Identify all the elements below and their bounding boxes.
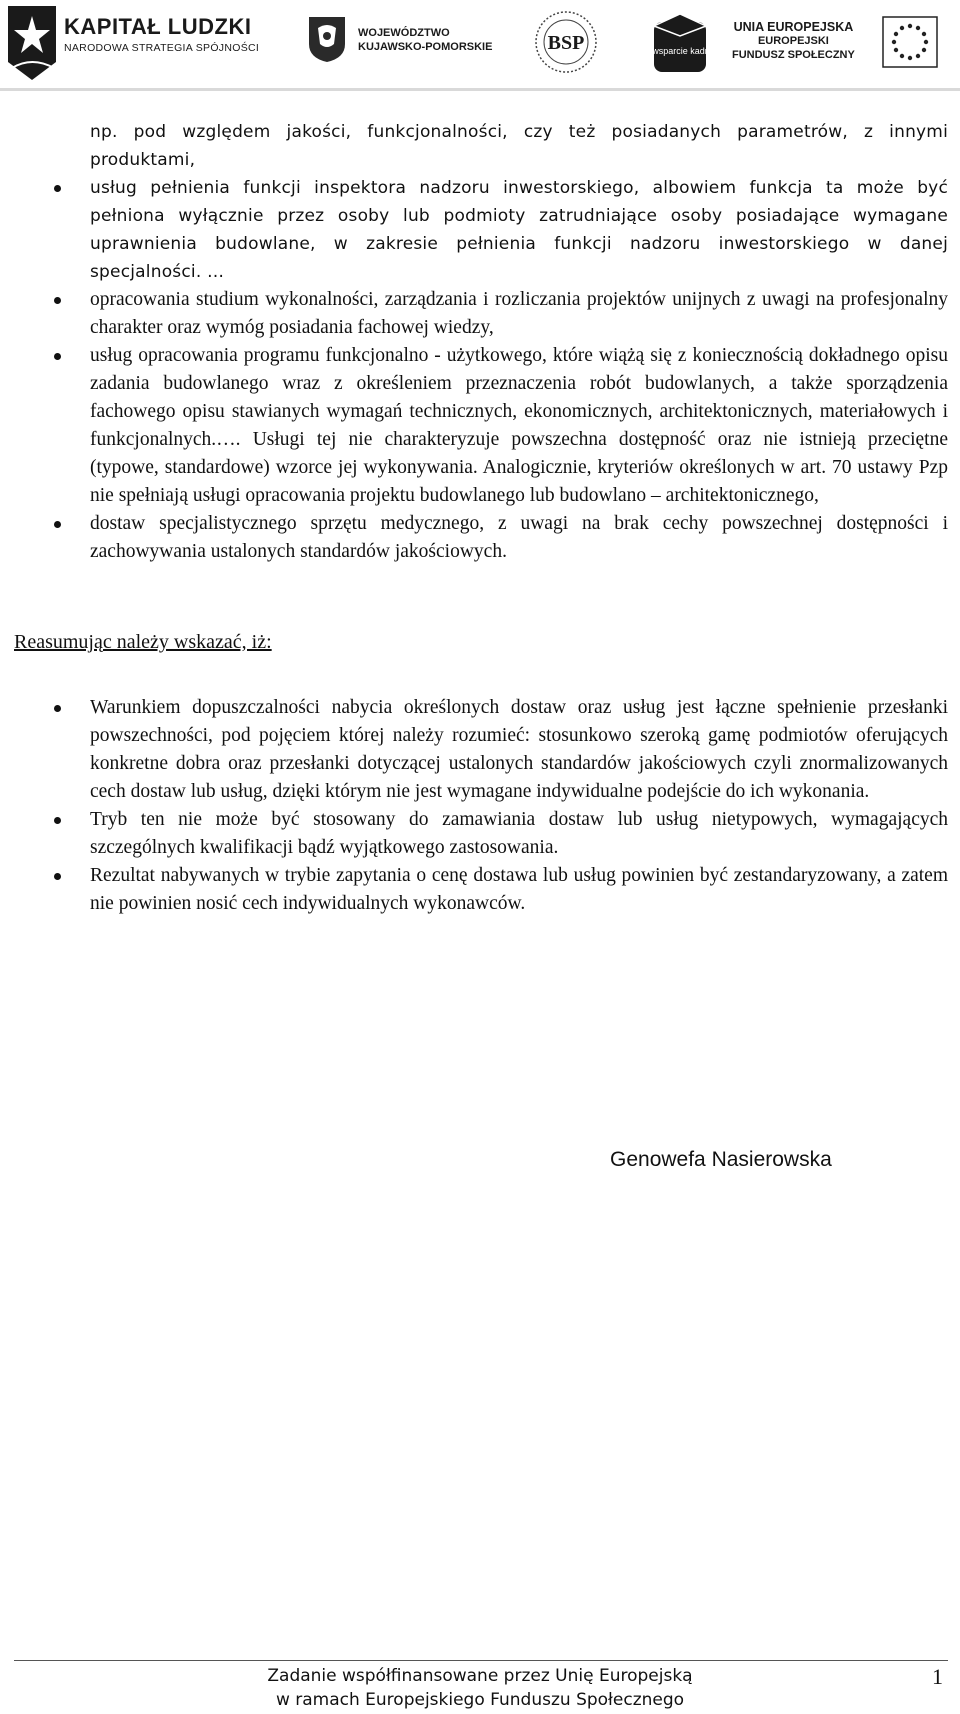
bullet-icon (54, 817, 61, 824)
page-number: 1 (932, 1664, 943, 1689)
kapital-ludzki-wordmark (64, 14, 259, 54)
summary-heading: Reasumując należy wskazać, iż: (14, 631, 272, 653)
voivodeship-line-2: KUJAWSKO-POMORSKIE (358, 41, 493, 53)
wsparcie-kadr-logo-icon (650, 12, 710, 76)
list-item (14, 174, 948, 286)
voivodeship-name (358, 26, 492, 54)
voivodeship-line-1: WOJEWÓDZTWO (358, 27, 450, 39)
bullet-icon (54, 873, 61, 880)
header-divider (0, 88, 960, 91)
bullet-icon (54, 705, 61, 712)
footer-divider (14, 1660, 948, 1661)
eu-fund-name (732, 20, 855, 62)
page-header (0, 0, 960, 92)
kadr-label: wsparcie kadr (652, 46, 708, 56)
kapital-ludzki-logo-icon (6, 2, 58, 84)
footer-line-2: w ramach Europejskiego Funduszu Społecznego (275, 1690, 685, 1710)
bullet-icon (54, 297, 61, 304)
voivodeship-crest-icon (306, 14, 348, 64)
eu-line-3: FUNDUSZ SPOŁECZNY (732, 49, 855, 61)
list-item (14, 694, 948, 806)
eu-line-1: UNIA EUROPEJSKA (733, 20, 854, 34)
list-item-text: Rezultat nabywanych w trybie zapytania o cenę dostawa lub usług powinien być zestandaryzowany, a zatem nie powinien nosić cech indywidualnych wykonawców. (90, 865, 948, 914)
bullet-icon (54, 185, 61, 192)
intro-paragraph: np. pod względem jakości, funkcjonalności, czy też posiadanych parametrów, z innymi produktami, (90, 122, 948, 170)
eu-flag-icon (882, 16, 938, 68)
list-item-text: usług pełnienia funkcji inspektora nadzoru inwestorskiego, albowiem funkcja ta może być pełniona wyłącznie przez osoby lub podmioty zatrudniające osoby posiadające wymagane uprawnienia budowlane, w zakresie pełnienia funkcji nadzoru inwestorskiego w danej specjalności. … (90, 178, 948, 282)
list-item (14, 510, 948, 566)
bullet-icon (54, 521, 61, 528)
bullet-icon (54, 353, 61, 360)
document-body (14, 118, 948, 918)
list-item-text: dostaw specjalistycznego sprzętu medycznego, z uwagi na brak cechy powszechnej dostępności i zachowywania ustalonych standardów jakościowych. (90, 513, 948, 562)
list-item (14, 806, 948, 862)
exceptions-list (14, 174, 948, 566)
summary-list (14, 694, 948, 918)
bsp-logo-icon (527, 10, 605, 74)
footer-line-1: Zadanie współfinansowane przez Unię Europejską (267, 1666, 693, 1686)
list-item (14, 342, 948, 510)
list-item-text: opracowania studium wykonalności, zarządzania i rozliczania projektów unijnych z uwagi na profesjonalny charakter oraz wymóg posiadania fachowej wiedzy, (90, 289, 948, 338)
list-item-text: usług opracowania programu funkcjonalno - użytkowego, które wiążą się z koniecznością dokładnego opisu zadania budowlanego wraz z określeniem przeznaczenia robót budowlanych, a także sporządzenia fachowego opisu stawianych wymagań technicznych, ekonomicznych, architektonicznych, materiałowych i funkcjonalnych.…. Usługi tej nie charakteryzuje powszechna dostępność oraz nie istnieją przeciętne (typowe, standardowe) wzorce jej wykonywania. Analogicznie, kryteriów określonych w art. 70 ustawy Pzp nie spełniają usługi opracowania projektu budowlanego lub budowlano – architektonicznego, (90, 345, 948, 506)
bsp-letters: BSP (547, 32, 585, 54)
footer-note (0, 1664, 960, 1712)
list-item-text: Tryb ten nie może być stosowany do zamawiania dostaw lub usług nietypowych, wymagających szczególnych kwalifikacji bądź wyjątkowego zastosowania. (90, 809, 948, 858)
list-item (14, 862, 948, 918)
kapital-ludzki-title: KAPITAŁ LUDZKI (64, 14, 252, 39)
signature-name: Genowefa Nasierowska (610, 1148, 832, 1171)
kapital-ludzki-subtitle: NARODOWA STRATEGIA SPÓJNOŚCI (64, 42, 260, 54)
eu-line-2: EUROPEJSKI (757, 35, 829, 47)
list-item (14, 286, 948, 342)
list-item-text: Warunkiem dopuszczalności nabycia określonych dostaw oraz usług jest łączne spełnienie przesłanki powszechności, pod pojęciem której należy rozumieć: stosunkowo szeroką gamę podmiotów oferujących konkretne dobra oraz przesłanki dotyczącej ustalonych standardów jakościowych czyli znormalizowanych cech dostaw lub usług, dzięki którym nie jest wymagane indywidualne podejście do ich wykonania. (90, 697, 948, 802)
